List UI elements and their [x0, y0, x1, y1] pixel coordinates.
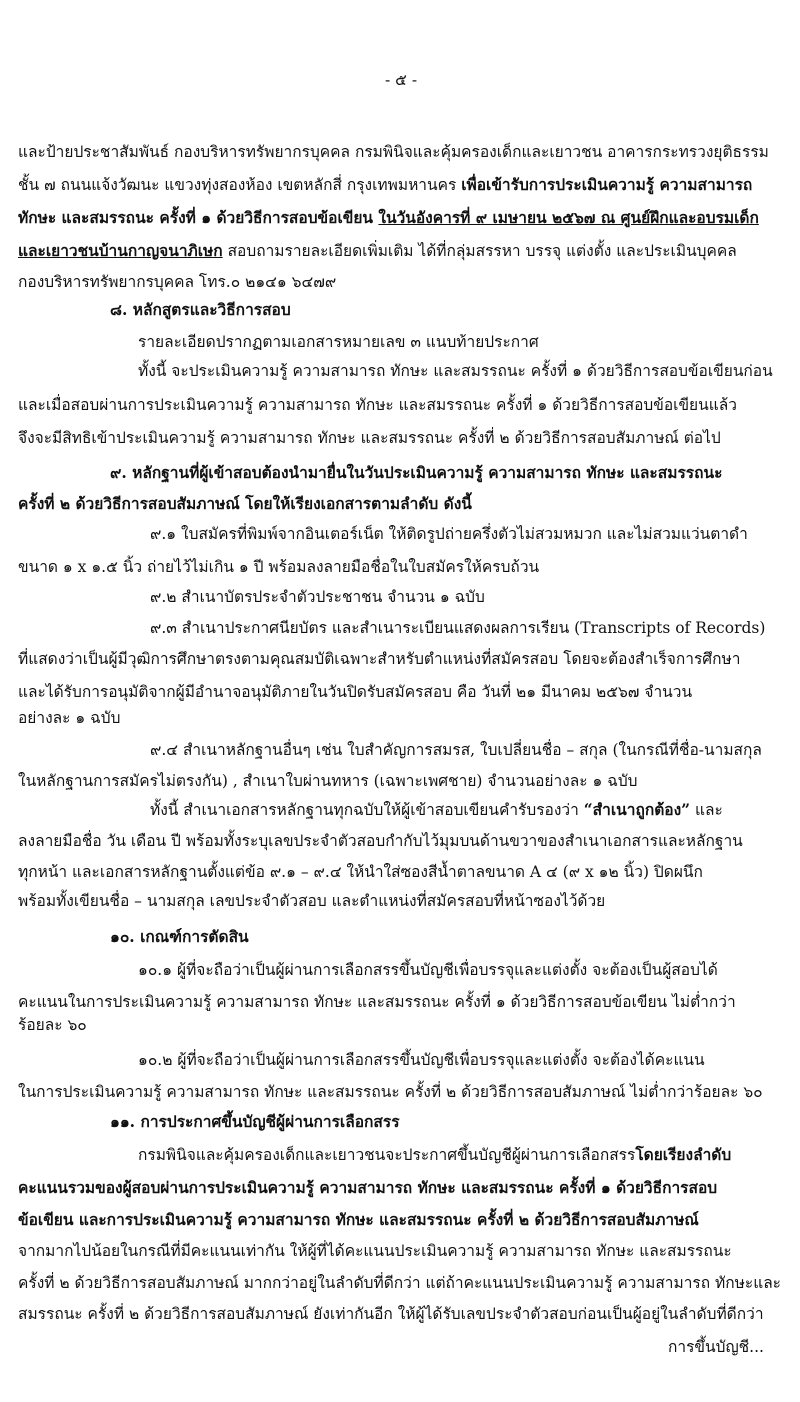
para1-line2 — [18, 175, 752, 195]
para1-line4 — [18, 241, 737, 261]
section-8-line3: และเมื่อสอบผ่านการประเมินความรู้ ความสามารถ ทักษะ และสมรรถนะ ครั้งที่ ๑ ด้วยวิธีการสอบข้อเขียนแล้ว — [18, 396, 737, 414]
item-9-1-line2: ขนาด ๑ x ๑.๕ นิ้ว ถ่ายไว้ไม่เกิน ๑ ปี พร้อมลงลายมือชื่อในใบสมัครให้ครบถ้วน — [18, 558, 540, 576]
section-9-heading-line1: ๙. หลักฐานที่ผู้เข้าสอบต้องนำมายื่นในวันประเมินความรู้ ความสามารถ ทักษะ และสมรรถนะ — [110, 463, 723, 482]
section-11-line1 — [138, 1145, 731, 1165]
para1-line4-text: สอบถามรายละเอียดเพิ่มเติม ได้ที่กลุ่มสรรหา บรรจุ แต่งตั้ง และประเมินบุคคล — [222, 242, 737, 260]
para1-line5: กองบริหารทรัพยากรบุคคล โทร.๐ ๒๑๔๑ ๖๔๗๙ — [18, 273, 337, 291]
section-11-line3: ข้อเขียน และการประเมินความรู้ ความสามารถ ทักษะ และสมรรถนะ ครั้งที่ ๒ ด้วยวิธีการสอบสัมภาษณ์ — [18, 1210, 699, 1229]
section-11-line6: สมรรถนะ ครั้งที่ ๒ ด้วยวิธีการสอบสัมภาษณ์ ยังเท่ากันอีก ให้ผู้ได้รับเลขประจำตัวสอบก่อนเป็นผู้อยู่ในลำดับที่ดีกว่า — [18, 1305, 764, 1323]
continuation-text: การขึ้นบัญชี... — [668, 1338, 764, 1356]
item-9-4-line2: ในหลักฐานการสมัครไม่ตรงกัน) , สำเนาใบผ่านทหาร (เฉพาะเพศชาย) จำนวนอย่างละ ๑ ฉบับ — [18, 772, 638, 790]
section-11-line4: จากมากไปน้อยในกรณีที่มีคะแนนเท่ากัน ให้ผู้ที่ได้คะแนนประเมินความรู้ ความสามารถ ทักษะ และสมรรถนะ — [18, 1242, 732, 1260]
note-line1-text: ทั้งนี้ สำเนาเอกสารหลักฐานทุกฉบับให้ผู้เข้าสอบเขียนคำรับรองว่า — [150, 801, 584, 819]
item-9-3-line4: อย่างละ ๑ ฉบับ — [18, 709, 121, 727]
para1-line4-underline: และเยาวชนบ้านกาญจนาภิเษก — [18, 241, 223, 260]
para1-line3 — [18, 208, 759, 228]
item-9-1-line1: ๙.๑ ใบสมัครที่พิมพ์จากอินเตอร์เน็ต ให้ติดรูปถ่ายครึ่งตัวไม่สวมหมวก และไม่สวมแว่นตาดำ — [150, 525, 748, 543]
page-number: - ๕ - — [385, 71, 418, 89]
para1-line2-text: ชั้น ๗ ถนนแจ้งวัฒนะ แขวงทุ่งสองห้อง เขตหลักสี่ กรุงเทพมหานคร — [18, 176, 462, 194]
para1-line3-bold: ทักษะ และสมรรถนะ ครั้งที่ ๑ ด้วยวิธีการสอบข้อเขียน — [18, 208, 379, 227]
section-10-heading: ๑๐. เกณฑ์การตัดสิน — [110, 927, 249, 946]
item-9-3-line1: ๙.๓ สำเนาประกาศนียบัตร และสำเนาระเบียนแสดงผลการเรียน (Transcripts of Records) — [150, 619, 766, 637]
para1-line1: และป้ายประชาสัมพันธ์ กองบริหารทรัพยากรบุคคล กรมพินิจและคุ้มครองเด็กและเยาวชน อาคารกระทรวงยุติธรรม — [18, 143, 769, 161]
section-8-line4: จึงจะมีสิทธิเข้าประเมินความรู้ ความสามารถ ทักษะ และสมรรถนะ ครั้งที่ ๒ ด้วยวิธีการสอบสัมภาษณ์ ต่อไป — [18, 429, 721, 447]
note-line3: ทุกหน้า และเอกสารหลักฐานตั้งแต่ข้อ ๙.๑ – ๙.๔ ให้นำใส่ซองสีน้ำตาลขนาด A ๔ (๙ x ๑๒ นิ้ว) ปิดผนึก — [18, 863, 703, 881]
para1-line2-bold: เพื่อเข้ารับการประเมินความรู้ ความสามารถ — [461, 175, 753, 194]
item-10-2-line2: ในการประเมินความรู้ ความสามารถ ทักษะ และสมรรถนะ ครั้งที่ ๒ ด้วยวิธีการสอบสัมภาษณ์ ไม่ต่ำกว่าร้อยละ ๖๐ — [18, 1083, 763, 1101]
note-line1-end: และ — [690, 801, 723, 819]
note-certified-copy: “สำเนาถูกต้อง” — [583, 800, 691, 819]
para1-line3-underline: ในวันอังคารที่ ๙ เมษายน ๒๕๖๗ ณ ศูนย์ฝึกและอบรมเด็ก — [378, 208, 759, 227]
section-8-heading: ๘. หลักสูตรและวิธีการสอบ — [110, 300, 291, 319]
item-10-1-line1: ๑๐.๑ ผู้ที่จะถือว่าเป็นผู้ผ่านการเลือกสรรขึ้นบัญชีเพื่อบรรจุและแต่งตั้ง จะต้องเป็นผู้สอบได้ — [138, 961, 718, 979]
section-11-line2: คะแนนรวมของผู้สอบผ่านการประเมินความรู้ ความสามารถ ทักษะ และสมรรถนะ ครั้งที่ ๑ ด้วยวิธีการสอบ — [18, 1178, 718, 1197]
note-line2: ลงลายมือชื่อ วัน เดือน ปี พร้อมทั้งระบุเลขประจำตัวสอบกำกับไว้มุมบนด้านขวาของสำเนาเอกสารและหลักฐาน — [18, 832, 743, 850]
item-9-4-line1: ๙.๔ สำเนาหลักฐานอื่นๆ เช่น ใบสำคัญการสมรส, ใบเปลี่ยนชื่อ – สกุล (ในกรณีที่ชื่อ-นามสกุล — [150, 741, 762, 759]
item-9-3-line2: ที่แสดงว่าเป็นผู้มีวุฒิการศึกษาตรงตามคุณสมบัติเฉพาะสำหรับตำแหน่งที่สมัครสอบ โดยจะต้องสำเร็จการศึกษา — [18, 650, 741, 668]
section-11-line1-bold: โดยเรียงลำดับ — [635, 1145, 732, 1164]
item-10-1-line2: คะแนนในการประเมินความรู้ ความสามารถ ทักษะ และสมรรถนะ ครั้งที่ ๑ ด้วยวิธีการสอบข้อเขียน ไม่ต่ำกว่า — [18, 993, 736, 1011]
note-line1 — [150, 800, 723, 820]
item-10-1-line3: ร้อยละ ๖๐ — [18, 1016, 87, 1034]
section-8-line1: รายละเอียดปรากฏตามเอกสารหมายเลข ๓ แนบท้ายประกาศ — [138, 333, 539, 351]
section-11-line1-text: กรมพินิจและคุ้มครองเด็กและเยาวชนจะประกาศขึ้นบัญชีผู้ผ่านการเลือกสรร — [138, 1146, 636, 1164]
item-10-2-line1: ๑๐.๒ ผู้ที่จะถือว่าเป็นผู้ผ่านการเลือกสรรขึ้นบัญชีเพื่อบรรจุและแต่งตั้ง จะต้องได้คะแนน — [138, 1051, 705, 1069]
note-line4: พร้อมทั้งเขียนชื่อ – นามสกุล เลขประจำตัวสอบ และตำแหน่งที่สมัครสอบที่หน้าซองไว้ด้วย — [18, 892, 606, 910]
item-9-2: ๙.๒ สำเนาบัตรประจำตัวประชาชน จำนวน ๑ ฉบับ — [150, 588, 485, 606]
item-9-3-line3: และได้รับการอนุมัติจากผู้มีอำนาจอนุมัติภายในวันปิดรับสมัครสอบ คือ วันที่ ๒๑ มีนาคม ๒๕๖๗ จำนวน — [18, 683, 693, 701]
section-11-heading: ๑๑. การประกาศขึ้นบัญชีผู้ผ่านการเลือกสรร — [110, 1112, 400, 1131]
section-9-heading-line2: ครั้งที่ ๒ ด้วยวิธีการสอบสัมภาษณ์ โดยให้เรียงเอกสารตามลำดับ ดังนี้ — [18, 494, 472, 513]
section-8-line2: ทั้งนี้ จะประเมินความรู้ ความสามารถ ทักษะ และสมรรถนะ ครั้งที่ ๑ ด้วยวิธีการสอบข้อเขียนก่อน — [138, 362, 773, 380]
section-11-line5: ครั้งที่ ๒ ด้วยวิธีการสอบสัมภาษณ์ มากกว่าอยู่ในลำดับที่ดีกว่า แต่ถ้าคะแนนประเมินความรู้ ความสามารถ ทักษะและ — [18, 1274, 782, 1292]
